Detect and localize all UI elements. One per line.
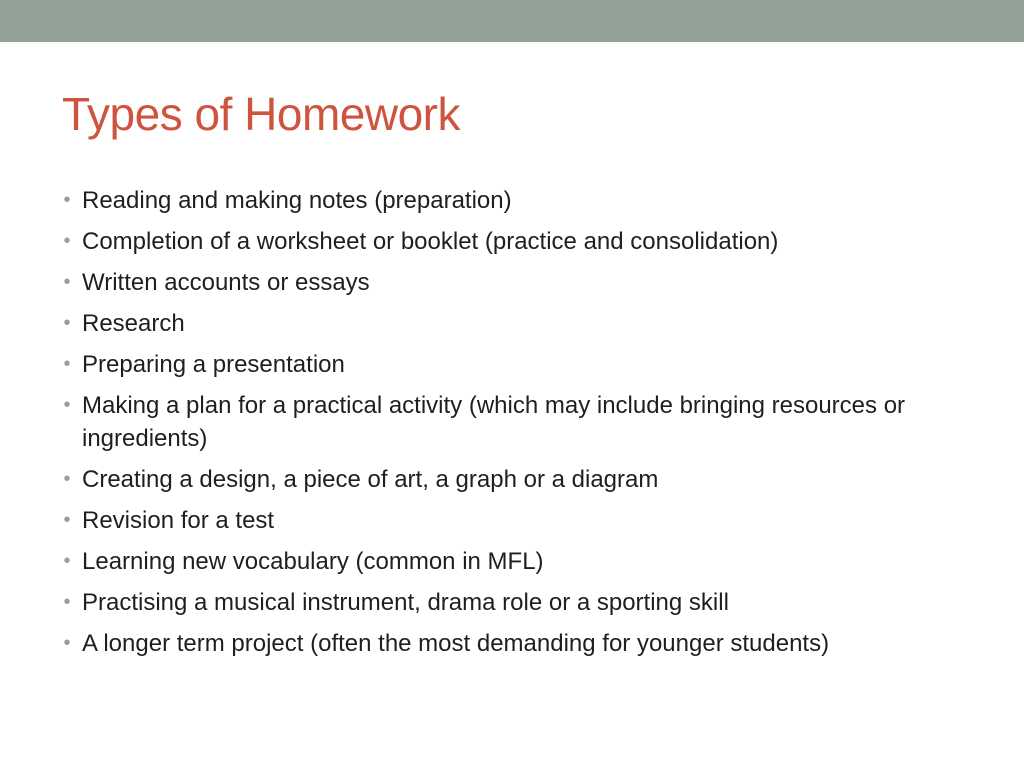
- bullet-icon: •: [63, 271, 71, 293]
- list-item: [60, 504, 960, 537]
- bullet-icon: •: [63, 591, 71, 613]
- bullet-icon: •: [63, 550, 71, 572]
- slide-title: Types of Homework: [62, 88, 460, 140]
- top-accent-bar: [0, 0, 1024, 42]
- bullet-text: Creating a design, a piece of art, a graph or a diagram: [82, 466, 659, 493]
- bullet-icon: •: [63, 509, 71, 531]
- bullet-icon: •: [63, 312, 71, 334]
- list-item: [60, 545, 960, 578]
- bullet-icon: •: [63, 632, 71, 654]
- bullet-icon: •: [63, 189, 71, 211]
- bullet-text: A longer term project (often the most demanding for younger students): [82, 630, 830, 657]
- bullet-text: Written accounts or essays: [82, 269, 370, 296]
- list-item: [60, 586, 960, 619]
- bullet-icon: •: [63, 353, 71, 375]
- bullet-icon: •: [63, 394, 71, 416]
- bullet-icon: •: [63, 468, 71, 490]
- bullet-text: Practising a musical instrument, drama role or a sporting skill: [82, 589, 729, 616]
- list-item: [60, 225, 960, 258]
- bullet-text: Reading and making notes (preparation): [82, 187, 512, 214]
- bullet-icon: •: [63, 230, 71, 252]
- list-item: [60, 266, 960, 299]
- bullet-text: Revision for a test: [82, 507, 275, 534]
- bullet-list: [60, 184, 960, 668]
- bullet-text: Research: [82, 310, 185, 337]
- bullet-text: Making a plan for a practical activity (which may include bringing resources or ingredients): [82, 392, 906, 452]
- list-item: [60, 348, 960, 381]
- bullet-text: Preparing a presentation: [82, 351, 345, 378]
- bullet-text: Learning new vocabulary (common in MFL): [82, 548, 544, 575]
- list-item: [60, 463, 960, 496]
- list-item: [60, 184, 960, 217]
- list-item: [60, 627, 960, 660]
- list-item: [60, 307, 960, 340]
- list-item: [60, 389, 960, 455]
- bullet-text: Completion of a worksheet or booklet (practice and consolidation): [82, 228, 779, 255]
